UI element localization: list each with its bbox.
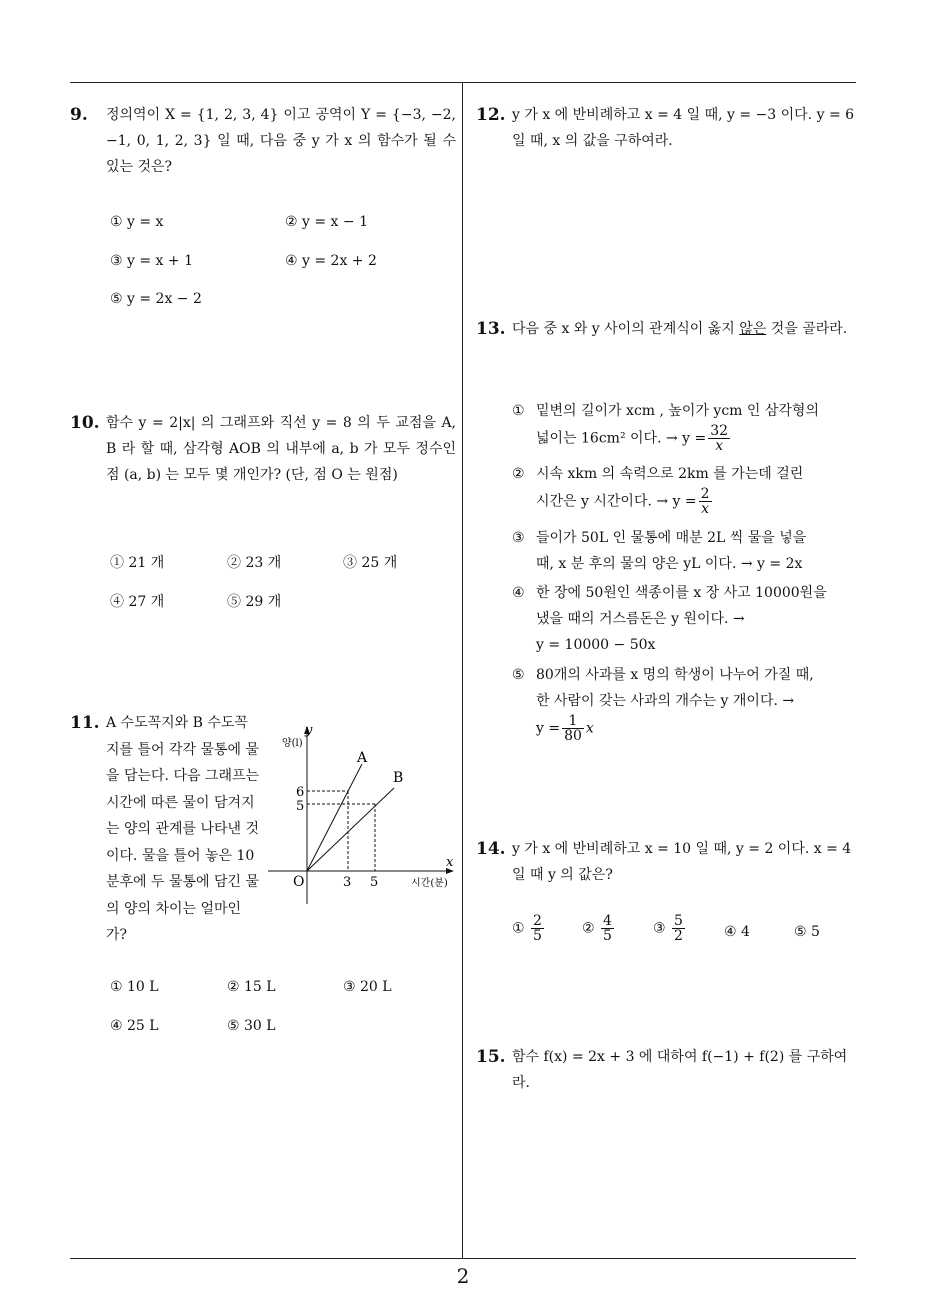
denominator: 80 xyxy=(564,728,582,744)
choice-mark: ① xyxy=(512,920,525,937)
question-number: 15. xyxy=(476,1047,506,1067)
question-number: 12. xyxy=(476,105,506,125)
choice-3[interactable]: ③ y = x + 1 xyxy=(110,253,193,269)
choice-mark: ④ xyxy=(724,924,737,940)
choice-5[interactable]: ⑤ 29 개 xyxy=(227,594,282,610)
choice-line-2 xyxy=(536,424,852,453)
x-label: 시간(분) xyxy=(411,878,448,889)
numerator: 1 xyxy=(562,714,584,729)
choice-4[interactable]: ④ 27 개 xyxy=(110,594,165,610)
emphasis-not: 않은 xyxy=(739,321,767,337)
choice-3[interactable]: ③ 20 L xyxy=(343,979,392,995)
choice-5[interactable] xyxy=(794,924,820,940)
choice-3[interactable]: ③ 25 개 xyxy=(343,555,398,571)
choice-line-2: 때, x 분 후의 물의 양은 yL 이다. → y = 2x xyxy=(536,556,803,572)
choice-line: 밑변의 길이가 xcm , 높이가 ycm 인 삼각형의 xyxy=(536,403,819,419)
denominator: 5 xyxy=(533,928,542,944)
choice-4[interactable]: ④ y = 2x + 2 xyxy=(285,253,377,269)
question-text: 함수 y = 2|x| 의 그래프와 직선 y = 8 의 두 교점을 A, B 라 할 때, 삼각형 AOB 의 내부에 a, b 가 모두 정수인 점 (a, b) 는 모두 몇 개인가? (단, 점 O 는 원점) xyxy=(106,415,456,483)
choice-line-text: 시간은 y 시간이다. → y = xyxy=(536,493,697,510)
choice-line-3: y = 10000 − 50x xyxy=(536,637,656,653)
question-number: 10. xyxy=(70,413,100,433)
choice-mark: ② xyxy=(582,920,595,937)
numerator: 32 xyxy=(710,423,729,439)
choice-line-text: x xyxy=(585,720,594,737)
fraction xyxy=(708,424,730,453)
q14-choices xyxy=(512,914,852,954)
choice-1[interactable]: ① y = x xyxy=(110,214,164,230)
numerator: 2 xyxy=(700,486,710,502)
y-var: y xyxy=(305,723,313,738)
origin-label: O xyxy=(293,874,305,890)
question-text: y 가 x 에 반비례하고 x = 4 일 때, y = −3 이다. y = 6 일 때, x 의 값을 구하여라. xyxy=(512,107,855,149)
choice-1[interactable]: ① 21 개 xyxy=(110,555,165,571)
denominator: x xyxy=(715,438,724,454)
question-11 xyxy=(70,710,260,949)
choice-5[interactable] xyxy=(512,662,852,743)
line-b xyxy=(307,788,394,871)
choice-mark: ③ xyxy=(512,530,525,546)
question-number: 14. xyxy=(476,839,506,859)
choice-2[interactable]: ② 15 L xyxy=(227,979,276,995)
fraction xyxy=(672,914,685,943)
choice-2[interactable] xyxy=(582,914,616,943)
question-number: 11. xyxy=(70,713,100,733)
page-number: 2 xyxy=(456,1264,470,1288)
choice-line-text: 넓이는 16cm² 이다. → y = xyxy=(536,430,707,447)
choice-3[interactable] xyxy=(512,525,852,577)
denominator: 2 xyxy=(674,928,683,944)
choice-value: 4 xyxy=(741,924,750,940)
q13-choices xyxy=(462,0,862,1310)
choice-4[interactable] xyxy=(724,924,750,940)
numerator: 2 xyxy=(533,913,542,929)
x-tick-5: 5 xyxy=(370,875,379,890)
question-number: 13. xyxy=(476,319,506,339)
question-text-a: 다음 중 x 와 y 사이의 관계식이 옳지 xyxy=(512,321,740,337)
fraction xyxy=(601,914,614,943)
choice-1[interactable]: ① 10 L xyxy=(110,979,159,995)
question-text: A 수도꼭지와 B 수도꼭지를 틀어 각각 물통에 물을 담는다. 다음 그래프는 시간에 따른 물이 담겨지는 양의 관계를 나타낸 것이다. 물을 틀어 놓은 10분후에 두 물통에 담긴 물의 양의 차이는 얼마인가? xyxy=(106,715,260,943)
question-text-b: 것을 골라라. xyxy=(766,321,848,337)
fraction xyxy=(699,487,712,516)
choice-3[interactable] xyxy=(653,914,687,943)
question-text: 정의역이 X = {1, 2, 3, 4} 이고 공역이 Y = {−3, −2, −1, 0, 1, 2, 3} 일 때, 다음 중 y 가 x 의 함수가 될 수 있는 것은? xyxy=(106,107,456,175)
choice-line-text: y = xyxy=(536,720,561,737)
choice-line-2 xyxy=(536,487,852,516)
choice-line-2: 냈을 때의 거스름돈은 y 원이다. → xyxy=(536,611,745,627)
question-number: 9. xyxy=(70,105,88,125)
choice-mark: ⑤ xyxy=(794,924,807,940)
choice-5[interactable]: ⑤ y = 2x − 2 xyxy=(110,291,202,307)
choice-line: 한 장에 50원인 색종이를 x 장 사고 10000원을 xyxy=(536,585,827,601)
choice-4[interactable] xyxy=(512,580,852,658)
fraction xyxy=(531,914,544,943)
choice-line: 들이가 50L 인 물통에 매분 2L 씩 물을 넣을 xyxy=(536,530,807,546)
choice-value: 5 xyxy=(811,924,820,940)
question-text: 함수 f(x) = 2x + 3 에 대하여 f(−1) + f(2) 를 구하여라. xyxy=(512,1049,848,1091)
choice-mark: ③ xyxy=(653,920,666,937)
choice-5[interactable]: ⑤ 30 L xyxy=(227,1018,276,1034)
choice-mark: ② xyxy=(512,466,525,482)
line-b-label: B xyxy=(393,770,404,786)
choice-1[interactable] xyxy=(512,398,852,453)
question-14 xyxy=(476,836,860,888)
denominator: x xyxy=(701,501,710,517)
y-tick-5: 5 xyxy=(296,799,305,814)
choice-2[interactable] xyxy=(512,461,852,516)
choice-2[interactable]: ② y = x − 1 xyxy=(285,214,368,230)
question-text: y 가 x 에 반비례하고 x = 10 일 때, y = 2 이다. x = 4 일 때 y 의 값은? xyxy=(512,841,852,883)
line-a xyxy=(307,764,362,871)
y-label: 양(l) xyxy=(282,738,303,749)
x-var: x xyxy=(446,855,454,870)
x-tick-3: 3 xyxy=(343,875,352,890)
choice-4[interactable]: ④ 25 L xyxy=(110,1018,159,1034)
choice-mark: ⑤ xyxy=(512,667,525,683)
choice-mark: ① xyxy=(512,403,525,419)
choice-2[interactable]: ② 23 개 xyxy=(227,555,282,571)
choice-mark: ④ xyxy=(512,585,525,601)
choice-line-3 xyxy=(536,714,852,743)
choice-line: 시속 xkm 의 속력으로 2km 를 가는데 걸린 xyxy=(536,466,804,482)
line-a-label: A xyxy=(357,750,368,766)
question-10 xyxy=(70,410,456,488)
water-graph xyxy=(268,718,460,910)
choice-line: 80개의 사과를 x 명의 학생이 나누어 가질 때, xyxy=(536,667,814,683)
numerator: 4 xyxy=(603,913,612,929)
choice-1[interactable] xyxy=(512,914,546,943)
choice-line-2: 한 사람이 갖는 사과의 개수는 y 개이다. → xyxy=(536,693,795,709)
numerator: 5 xyxy=(674,913,683,929)
question-9 xyxy=(70,102,456,180)
question-15 xyxy=(476,1044,860,1096)
denominator: 5 xyxy=(603,928,612,944)
y-tick-6: 6 xyxy=(296,785,305,800)
fraction xyxy=(562,714,584,743)
